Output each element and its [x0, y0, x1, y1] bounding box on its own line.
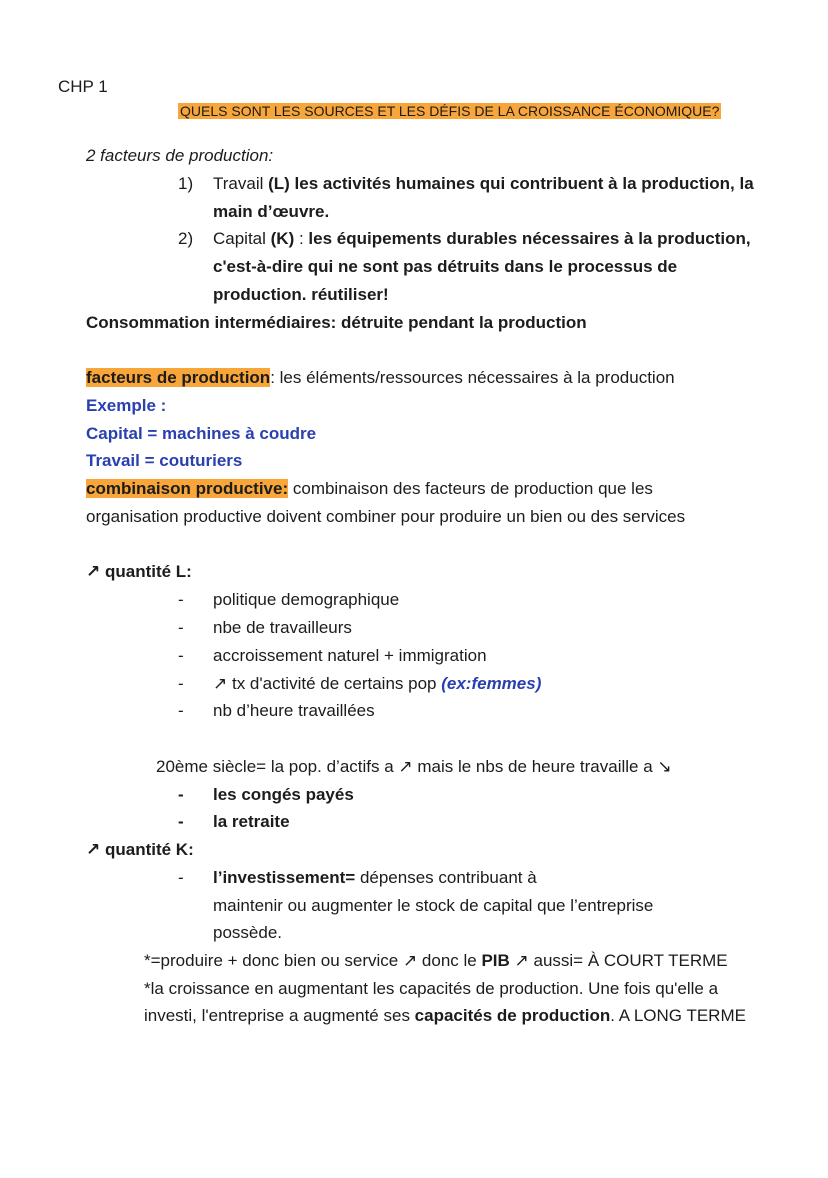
conso-intermediaires: Consommation intermédiaires: détruite pendant la production — [86, 313, 587, 332]
list-item: la retraite — [213, 812, 290, 831]
definition-text: : les éléments/ressources nécessaires à la production — [270, 368, 675, 387]
list-number: 1) — [178, 174, 194, 193]
bullet-dash: - — [178, 618, 184, 637]
bullet-dash: - — [178, 868, 184, 887]
chapter-label: CHP 1 — [58, 77, 108, 96]
separator: : — [294, 229, 309, 248]
bullet-dash: - — [178, 701, 184, 720]
title-highlight: QUELS SONT LES SOURCES ET LES DÉFIS DE LA CROISSANCE ÉCONOMIQUE? — [180, 103, 720, 119]
def-facteurs — [86, 367, 675, 389]
facteur-code: (L) — [268, 174, 290, 193]
list-item-text: ↗ tx d'activité de certains pop — [213, 674, 442, 693]
facteur-code: (K) — [270, 229, 295, 248]
investissement-term: l’investissement= — [213, 868, 356, 887]
investissement-def — [213, 867, 537, 889]
note-text: . A LONG TERME — [610, 1006, 746, 1025]
bullet-dash: - — [178, 785, 184, 804]
definition-text-cont: organisation productive doivent combiner pour produire un bien ou des services — [86, 507, 686, 526]
facteur-name: Capital — [213, 229, 271, 248]
list-item: nb d’heure travaillées — [213, 701, 375, 720]
facteur-definition-cont: c'est-à-dire qui ne sont pas détruits dans le processus de — [213, 257, 678, 276]
page-title — [178, 100, 721, 122]
facteur-travail — [213, 173, 754, 195]
pib-term: PIB — [481, 951, 510, 970]
bullet-dash: - — [178, 646, 184, 665]
bullet-dash: - — [178, 812, 184, 831]
siecle-text: 20ème siècle= la pop. d’actifs a ↗ mais le nbs de heure travaille a ↘ — [156, 757, 672, 776]
list-item: accroissement naturel + immigration — [213, 646, 487, 665]
example-note: (ex:femmes) — [441, 674, 542, 693]
capacites-term: capacités de production — [414, 1006, 611, 1025]
facteur-name: Travail — [213, 174, 269, 193]
definition-text: combinaison des facteurs de production que les — [288, 479, 653, 498]
facteur-definition-cont: production. réutiliser! — [213, 285, 389, 304]
list-number: 2) — [178, 229, 194, 248]
quantite-l-heading: ↗ quantité L: — [86, 562, 192, 581]
definition-text-cont: maintenir ou augmenter le stock de capital que l’entreprise — [213, 896, 654, 915]
note-text: investi, l'entreprise a augmenté ses — [144, 1006, 415, 1025]
exemple-capital: Capital = machines à coudre — [86, 424, 317, 443]
facteur-capital — [213, 228, 751, 250]
facteurs-heading: 2 facteurs de production: — [86, 146, 274, 165]
list-item: nbe de travailleurs — [213, 618, 352, 637]
note-text: *=produire + donc bien ou service ↗ donc le — [144, 951, 482, 970]
highlight-term: facteurs de production — [86, 368, 271, 387]
court-terme-note — [144, 950, 728, 972]
facteur-definition-cont: main d’œuvre. — [213, 202, 330, 221]
def-combinaison — [86, 478, 653, 500]
facteur-definition: les équipements durables nécessaires à la production, — [308, 229, 751, 248]
list-item: les congés payés — [213, 785, 354, 804]
bullet-dash: - — [178, 674, 184, 693]
exemple-travail: Travail = couturiers — [86, 451, 243, 470]
list-item — [213, 673, 541, 695]
long-terme-note: *la croissance en augmentant les capacités de production. Une fois qu'elle a — [144, 979, 719, 998]
long-terme-note-cont — [144, 1005, 746, 1027]
highlight-term: combinaison productive: — [86, 479, 289, 498]
facteur-definition: les activités humaines qui contribuent à la production, la — [289, 174, 754, 193]
definition-text-cont: possède. — [213, 923, 282, 942]
note-text: ↗ aussi= À COURT TERME — [509, 951, 728, 970]
exemple-label: Exemple : — [86, 396, 167, 415]
list-item: politique demographique — [213, 590, 400, 609]
bullet-dash: - — [178, 590, 184, 609]
definition-text: dépenses contribuant à — [355, 868, 537, 887]
quantite-k-heading: ↗ quantité K: — [86, 840, 194, 859]
